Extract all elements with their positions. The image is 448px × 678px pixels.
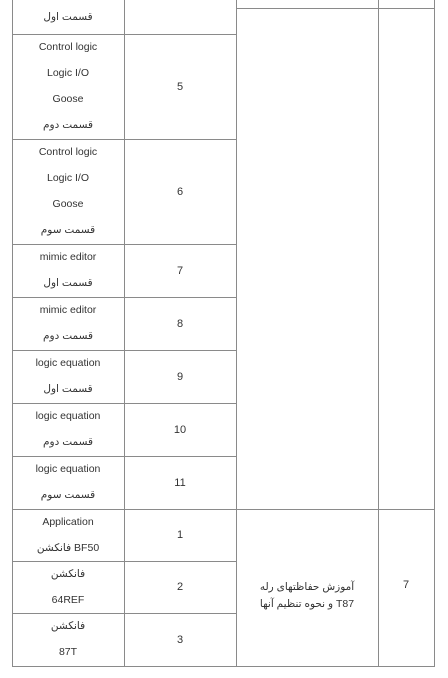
- topic-cell: [12, 139, 124, 243]
- topic-cell: [12, 403, 124, 455]
- row-number: 1: [176, 529, 184, 541]
- table-vline: [124, 0, 125, 667]
- topic-cell: [12, 4, 124, 30]
- topic-line: Goose: [52, 93, 84, 105]
- table-vline: [236, 0, 237, 667]
- topic-line: 87T: [58, 646, 78, 658]
- section-number: 7: [402, 579, 410, 591]
- topic-line: قسمت سوم: [40, 489, 96, 501]
- topic-line: 64REF: [51, 594, 85, 606]
- row-number: 11: [174, 476, 186, 489]
- table-hline: [236, 8, 435, 9]
- topic-line: قسمت سوم: [40, 224, 96, 236]
- topic-cell: [12, 456, 124, 508]
- topic-cell: [12, 509, 124, 561]
- row-number: 8: [176, 317, 184, 330]
- topic-cell: [12, 350, 124, 402]
- topic-line: mimic editor: [39, 304, 97, 316]
- topic-line: Logic I/O: [46, 172, 90, 184]
- row-number: 7: [176, 264, 184, 277]
- topic-line: logic equation: [35, 357, 101, 369]
- topic-line: logic equation: [35, 463, 101, 475]
- row-number: 6: [176, 185, 184, 198]
- topic-line: قسمت دوم: [43, 119, 93, 131]
- topic-cell: [12, 34, 124, 138]
- topic-line: قسمت دوم: [43, 330, 93, 342]
- row-number: 5: [176, 80, 184, 93]
- row-number: 10: [173, 423, 187, 436]
- topic-line: قسمت اول: [43, 11, 93, 23]
- topic-line: فانکشن: [50, 568, 86, 580]
- topic-cell: [12, 297, 124, 349]
- table-vline: [434, 0, 435, 667]
- table-hline: [236, 666, 435, 667]
- topic-line: قسمت دوم: [43, 436, 93, 448]
- row-number: 3: [176, 633, 184, 646]
- table-vline: [378, 0, 379, 667]
- topic-cell: [12, 561, 124, 613]
- topic-line: Control logic: [38, 41, 98, 53]
- topic-line: logic equation: [35, 410, 101, 422]
- topic-line: فانکشن: [50, 620, 86, 632]
- topic-line: فانکشن BF50: [36, 542, 100, 554]
- topic-line: Logic I/O: [46, 67, 90, 79]
- topic-line: قسمت اول: [43, 383, 93, 395]
- row-number: 2: [176, 581, 184, 593]
- topic-cell: [12, 613, 124, 665]
- topic-line: Application: [42, 516, 94, 528]
- topic-cell: [12, 244, 124, 296]
- topic-line: Goose: [52, 198, 84, 210]
- table-hline: [12, 666, 237, 667]
- row-number: 9: [176, 370, 184, 383]
- topic-line: mimic editor: [39, 251, 97, 263]
- topic-line: قسمت اول: [43, 277, 93, 289]
- section-title: آموزش حفاظتهای رله T87 و نحوه تنظیم آنها: [259, 581, 355, 610]
- topic-line: Control logic: [38, 146, 98, 158]
- table-hline: [236, 509, 435, 510]
